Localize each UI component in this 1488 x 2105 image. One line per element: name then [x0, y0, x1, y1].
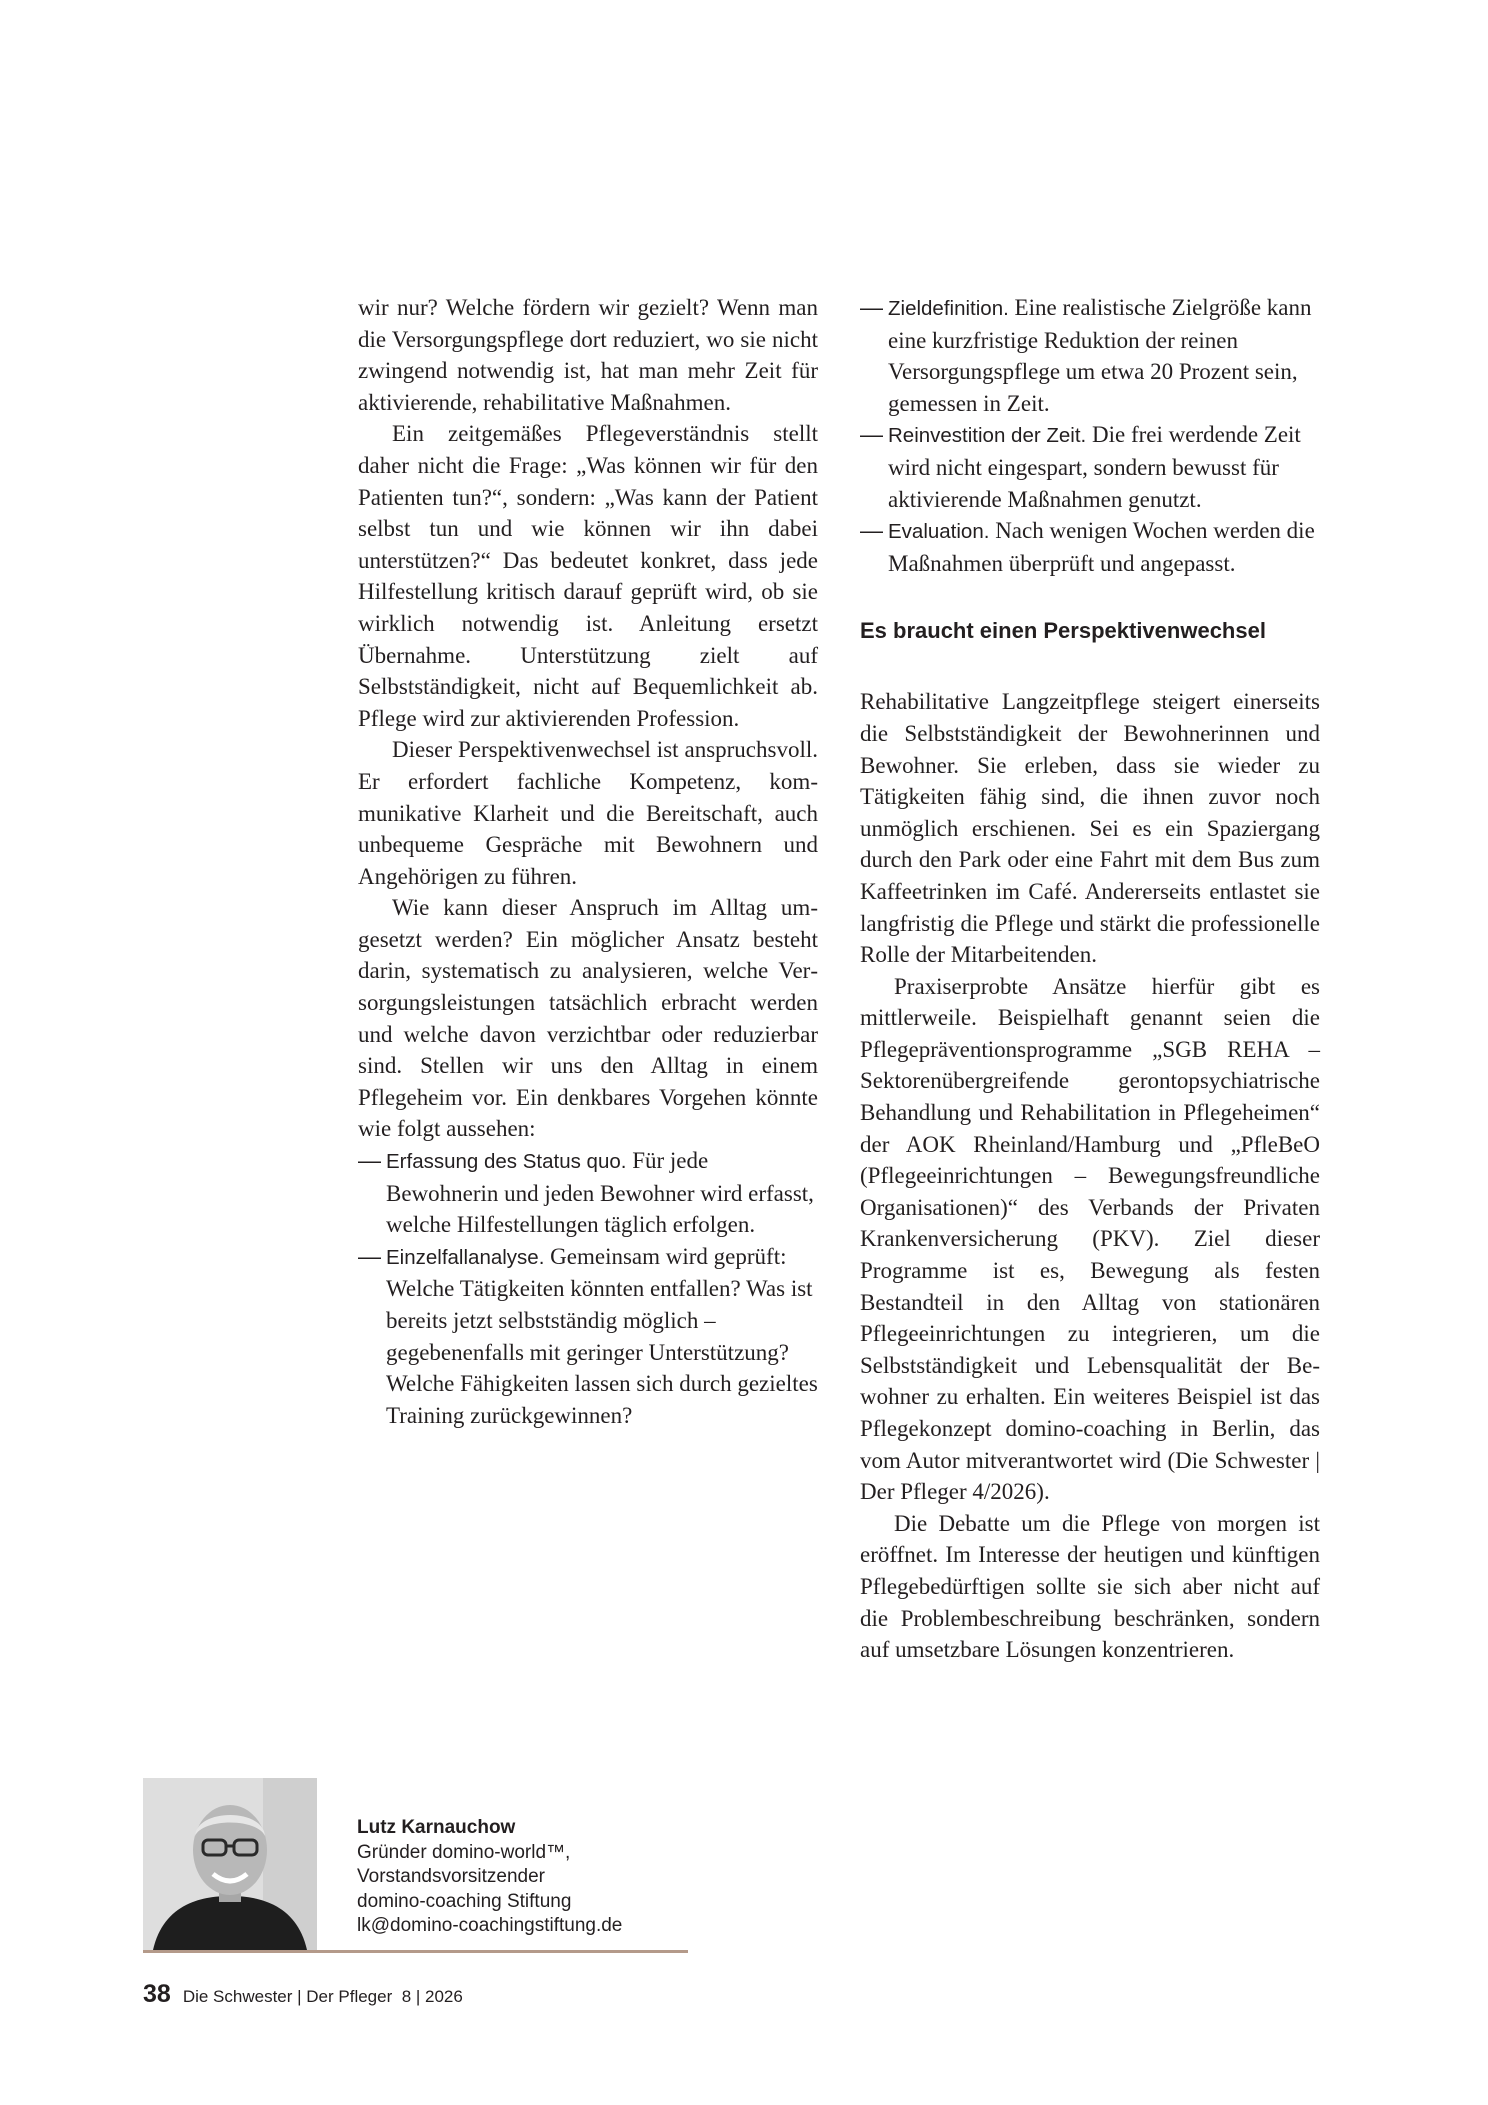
author-email: lk@domino-coachingstiftung.de [357, 1915, 623, 1936]
portrait-image [143, 1778, 317, 1950]
list-item [358, 1145, 818, 1241]
paragraph: Ein zeitgemäßes Pflegeverständnis stellt daher nicht die Frage: „Was können wir für den Patienten tun?“, sondern: „Was kann der Patient selbst tun und wie können wir ihn dabei unterstützen?“ Das bedeutet konkret, dass jede Hilfestellung kritisch darauf geprüft wird, ob sie wirklich notwendig ist. Anleitung ersetzt Übernahme. Unterstützung zielt auf Selbstständigkeit, nicht auf Bequemlichkeit ab. Pflege wird zur aktivierenden Profession. [358, 421, 818, 731]
paragraph: Dieser Perspektivenwechsel ist anspruchsvoll. Er erfordert fachliche Kompetenz, kommunikative Klarheit und die Bereitschaft, auch unbequeme Gespräche mit Bewohnern und Angehörigen zu führen. [358, 737, 818, 889]
page-footer [143, 1980, 463, 2009]
author-role: Gründer domino-world™, [357, 1841, 571, 1863]
publication-name: Die Schwester | Der Pfleger 8 | 2026 [182, 1987, 463, 2006]
dash-bullet: — [358, 1147, 381, 1174]
paragraph: Wie kann dieser Anspruch im Alltag umgesetzt werden? Ein möglicher Ansatz besteht darin, systematisch zu analysieren, welche Versorgungsleistungen tatsächlich erbracht werden und welche davon verzichtbar oder reduzierbar sind. Stellen wir uns den Alltag in einem Pflegeheim vor. Ein denkbares Vorgehen könnte wie folgt aussehen: [358, 895, 818, 1142]
divider [143, 1950, 688, 1953]
author-name: Lutz Karnauchow [357, 1817, 516, 1838]
list-item-text: Gemeinsam wird geprüft: Welche Tätigkeiten könnten entfallen? Was ist bereits jetzt selbstständig möglich – gegebenenfalls mit geringer Unterstützung? Welche Fähigkeiten lassen sich durch gezieltes Training zurückgewinnen? [386, 1243, 818, 1428]
list-item-lead: Reinvestition der Zeit. [888, 424, 1087, 448]
right-column [860, 292, 1320, 1666]
list-item-lead: Einzelfallanalyse. [386, 1245, 545, 1269]
dash-bullet: — [860, 294, 883, 320]
list-item-lead: Erfassung des Status quo. [386, 1150, 627, 1174]
left-column [358, 292, 818, 1431]
list-item-text: Die frei werdende Zeit wird nicht eingespart, sondern bewusst für aktivierende Maßnahmen genutzt. [888, 422, 1301, 512]
list-item [860, 419, 1320, 515]
paragraph: wir nur? Welche fördern wir gezielt? Wenn man die Versorgungspflege dort reduziert, wo sie nicht zwingend notwendig ist, hat man mehr Zeit für aktivierende, rehabilitative Maßnahmen. [358, 295, 818, 415]
list-item-lead: Zieldefinition. [888, 297, 1009, 320]
list-item-lead: Evaluation. [888, 520, 990, 544]
list-item-text: Eine realistische Zielgröße kann eine kurzfristige Reduktion der reinen Versorgungspflege um etwa 20 Prozent sein, gemessen in Zeit. [888, 295, 1312, 416]
paragraph: Praxiserprobte Ansätze hierfür gibt es mittlerweile. Beispielhaft genannt seien die Pflegepräventionsprogramme „SGB REHA – Sektorenübergreifende gerontopsychiatrische Behandlung und Rehabilitation in Pflegeheimen“ der AOK Rheinland/Hamburg und „PfleBeO (Pflegeeinrichtungen – Bewegungsfreundliche Organisationen)“ des Verbands der Privaten Krankenversicherung (PKV). Ziel dieser Programme ist es, Bewegung als festen Bestandteil in den Alltag von stationären Pflegeeinrichtungen zu integrieren, um die Selbstständigkeit und Lebensqualität der Bewohner zu erhalten. Ein weiteres Beispiel ist das Pflegekonzept domino-coaching in Berlin, das vom Autor mitverantwortet wird (Die Schwester | Der Pfleger 4/2026). [860, 973, 1320, 1505]
list-item-text: Für jede Bewohnerin und jeden Bewohner wird erfasst, welche Hilfestellungen täglich erfolgen. [386, 1148, 814, 1238]
author-photo [143, 1778, 317, 1950]
author-role: domino-coaching Stiftung [357, 1890, 572, 1912]
section-heading: Es braucht einen Perspektivenwechsel [860, 618, 1266, 644]
list-item [358, 1241, 818, 1432]
paragraph: Die Debatte um die Pflege von morgen ist eröffnet. Im Interesse der heutigen und künftigen Pflegebedürftigen sollte sie sich aber nicht auf die Problembeschreibung beschränken, sondern auf umsetzbare Lösungen konzentrieren. [860, 1510, 1320, 1663]
author-box [143, 1778, 688, 1950]
dash-bullet: — [860, 421, 883, 448]
list-item [860, 292, 1320, 419]
list-item [860, 515, 1320, 579]
list-item-text: Nach wenigen Wochen werden die Maßnahmen überprüft und angepasst. [888, 518, 1315, 576]
dash-bullet: — [860, 517, 883, 544]
dash-bullet: — [358, 1242, 381, 1269]
page-number: 38 [143, 1980, 171, 2008]
author-role: Vorstandsvorsitzender [357, 1866, 545, 1887]
paragraph: Rehabilitative Langzeitpflege steigert einerseits die Selbstständigkeit der Bewohnerinnen und Bewohner. Sie erleben, dass sie wieder zu Tätigkeiten fähig sind, die ihnen zuvor noch unmöglich erschienen. Sei es ein Spaziergang durch den Park oder eine Fahrt mit dem Bus zum Kaffeetrinken im Café. Andererseits entlastet sie langfristig die Pflege und stärkt die professionelle Rolle der Mitarbeitenden. [860, 689, 1320, 968]
author-info [357, 1816, 622, 1939]
